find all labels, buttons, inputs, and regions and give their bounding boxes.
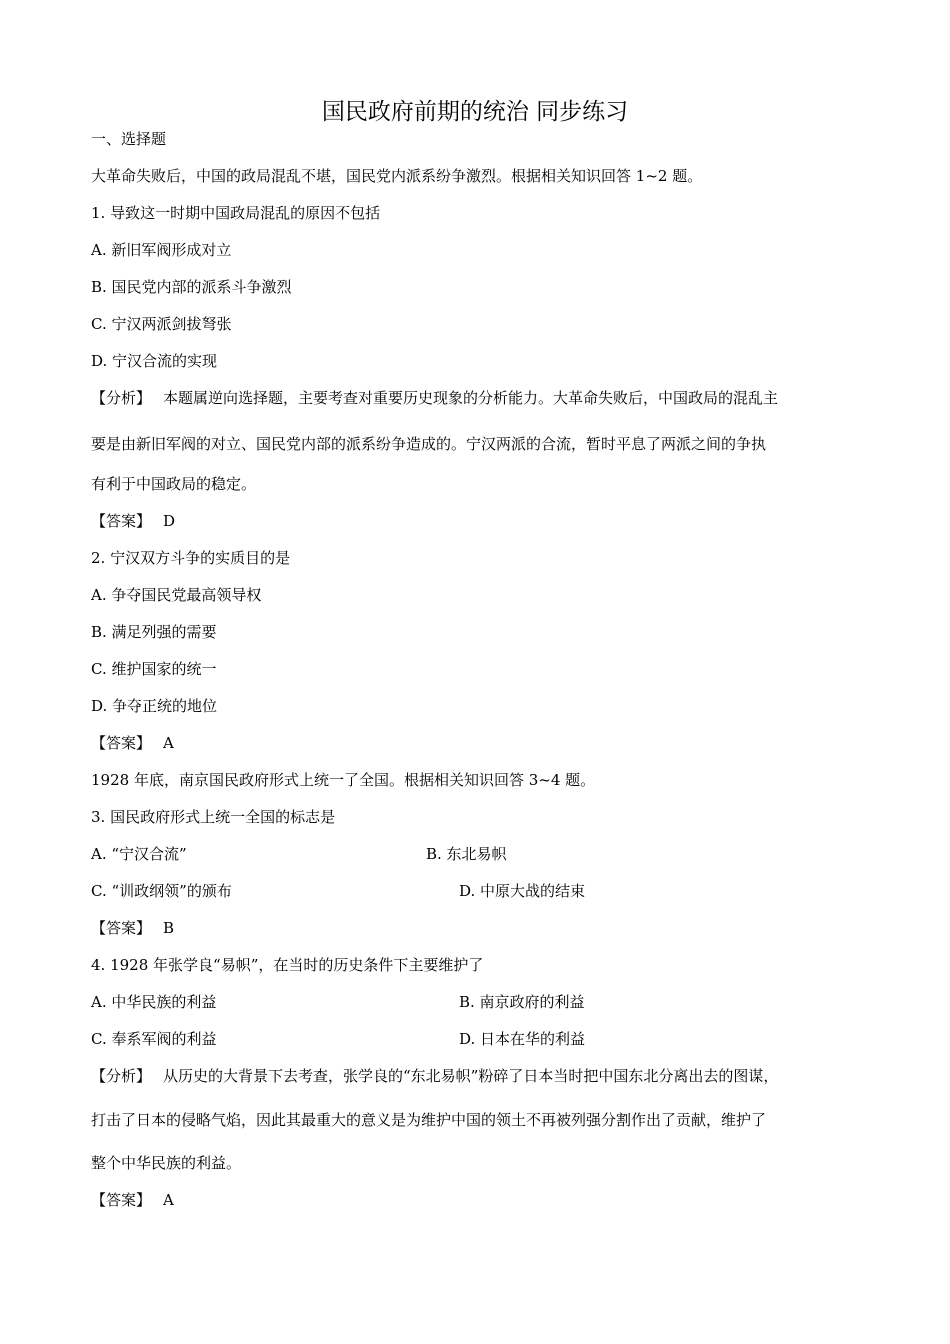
question-3-stem: 3. 国民政府形式上统一全国的标志是 <box>91 808 336 826</box>
question-2-option-c: C. 维护国家的统一 <box>91 660 217 678</box>
question-3-option-c: C. “训政纲领”的颁布 <box>91 882 232 900</box>
answer-tag: 【答案】 <box>91 1191 152 1209</box>
question-4-option-d: D. 日本在华的利益 <box>459 1030 586 1048</box>
analysis-tag: 【分析】 <box>91 389 152 407</box>
answer-value: A <box>163 1191 174 1209</box>
document-title: 国民政府前期的统治 同步练习 <box>321 99 629 125</box>
question-1-option-d: D. 宁汉合流的实现 <box>91 352 218 370</box>
question-1-stem: 1. 导致这一时期中国政局混乱的原因不包括 <box>91 204 381 222</box>
answer-value: D <box>163 512 176 530</box>
question-4-analysis-line-1 <box>91 1066 871 1086</box>
answer-value: B <box>163 919 175 937</box>
answer-value: A <box>163 734 174 752</box>
question-1-option-a: A. 新旧军阀形成对立 <box>91 241 232 259</box>
question-4-option-a: A. 中华民族的利益 <box>91 993 217 1011</box>
question-4-analysis-line-2: 打击了日本的侵略气焰，因此其最重大的意义是为维护中国的领土不再被列强分割作出了贡献，维护了 <box>91 1111 767 1129</box>
question-3-option-a: A. “宁汉合流” <box>91 845 187 863</box>
answer-tag: 【答案】 <box>91 919 152 937</box>
question-3-option-d: D. 中原大战的结束 <box>459 882 586 900</box>
question-1-analysis-line-3: 有利于中国政局的稳定。 <box>91 475 257 493</box>
analysis-text: 本题属逆向选择题，主要考查对重要历史现象的分析能力。大革命失败后，中国政局的混乱主 <box>163 389 779 407</box>
section-heading: 一、选择题 <box>91 130 167 148</box>
question-2-answer <box>91 733 174 753</box>
question-4-option-c: C. 奉系军阀的利益 <box>91 1030 217 1048</box>
question-1-analysis-line-2: 要是由新旧军阀的对立、国民党内部的派系纷争造成的。宁汉两派的合流，暂时平息了两派之间的争执 <box>91 435 767 453</box>
question-4-stem: 4. 1928 年张学良“易帜”，在当时的历史条件下主要维护了 <box>91 956 484 974</box>
question-1-option-b: B. 国民党内部的派系斗争激烈 <box>91 278 292 296</box>
question-2-option-a: A. 争夺国民党最高领导权 <box>91 586 262 604</box>
analysis-tag: 【分析】 <box>91 1067 152 1085</box>
question-2-stem: 2. 宁汉双方斗争的实质目的是 <box>91 549 291 567</box>
intro-paragraph-2: 1928 年底，南京国民政府形式上统一了全国。根据相关知识回答 3~4 题。 <box>91 771 596 789</box>
analysis-text: 从历史的大背景下去考查，张学良的“东北易帜”粉碎了日本当时把中国东北分离出去的图谋， <box>163 1067 779 1085</box>
question-4-option-b: B. 南京政府的利益 <box>459 993 585 1011</box>
question-4-analysis-line-3: 整个中华民族的利益。 <box>91 1154 242 1172</box>
question-4-answer <box>91 1190 174 1210</box>
intro-paragraph-1: 大革命失败后，中国的政局混乱不堪，国民党内派系纷争激烈。根据相关知识回答 1~2 题。 <box>91 167 703 185</box>
question-1-analysis-line-1 <box>91 388 871 408</box>
question-3-option-b: B. 东北易帜 <box>426 845 507 863</box>
question-1-option-c: C. 宁汉两派剑拔弩张 <box>91 315 232 333</box>
answer-tag: 【答案】 <box>91 512 152 530</box>
question-1-answer <box>91 511 175 531</box>
question-3-answer <box>91 918 174 938</box>
question-2-option-b: B. 满足列强的需要 <box>91 623 217 641</box>
answer-tag: 【答案】 <box>91 734 152 752</box>
question-2-option-d: D. 争夺正统的地位 <box>91 697 218 715</box>
